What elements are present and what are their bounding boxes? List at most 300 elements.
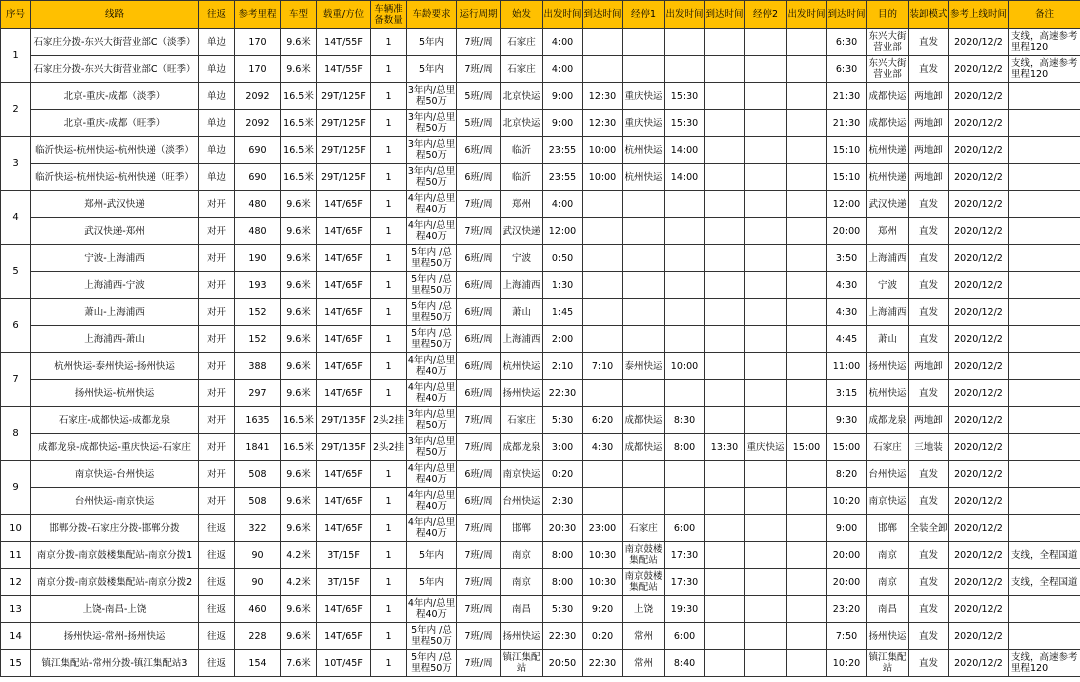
table-cell [745,623,787,650]
table-cell: 9.6米 [281,272,317,299]
table-cell: 直发 [909,650,949,677]
table-cell [665,488,705,515]
table-cell: 14T/65F [317,596,371,623]
table-cell [705,569,745,596]
table-cell: 直发 [909,569,949,596]
table-cell: 1 [371,596,407,623]
table-cell: 29T/125F [317,83,371,110]
table-cell: 6班/周 [457,461,501,488]
table-cell: 14T/55F [317,56,371,83]
table-cell: 1 [371,272,407,299]
column-header: 出发时间 [665,1,705,29]
table-cell: 1 [371,461,407,488]
column-header: 备注 [1009,1,1080,29]
table-cell [1009,245,1080,272]
table-cell: 镇江集配站 [501,650,543,677]
table-cell: 190 [235,245,281,272]
table-cell: 往返 [199,569,235,596]
table-cell [787,380,827,407]
table-cell: 2020/12/2 [949,191,1009,218]
route-cell: 杭州快运-泰州快运-扬州快运 [31,353,199,380]
table-cell: 2:10 [543,353,583,380]
table-cell: 对开 [199,299,235,326]
table-cell [705,326,745,353]
table-row [1,542,1080,569]
table-cell [787,488,827,515]
table-cell: 3年内/总里程50万 [407,434,457,461]
table-cell [583,488,623,515]
table-cell: 南京 [501,542,543,569]
table-cell: 单边 [199,164,235,191]
table-cell: 萧山 [501,299,543,326]
table-cell: 5年内 /总里程50万 [407,245,457,272]
table-cell: 1 [371,569,407,596]
table-cell [705,596,745,623]
table-cell: 19:30 [665,596,705,623]
table-cell: 临沂 [501,164,543,191]
table-cell [705,380,745,407]
table-cell: 2020/12/2 [949,515,1009,542]
table-cell [665,380,705,407]
table-cell [705,164,745,191]
table-cell: 15:30 [665,110,705,137]
table-cell: 2020/12/2 [949,623,1009,650]
table-cell: 4年内/总里程40万 [407,353,457,380]
table-cell: 成都快运 [867,110,909,137]
table-cell: 2020/12/2 [949,56,1009,83]
table-cell: 1841 [235,434,281,461]
table-cell: 支线，高速参考里程120 [1009,56,1080,83]
table-cell: 扬州快运 [501,380,543,407]
table-cell: 2020/12/2 [949,110,1009,137]
column-header: 参考上线时间 [949,1,1009,29]
table-cell: 7班/周 [457,56,501,83]
table-cell: 支线，全程国道 [1009,542,1080,569]
table-cell: 9.6米 [281,515,317,542]
table-cell: 14T/65F [317,515,371,542]
table-cell: 1 [371,623,407,650]
table-cell: 10:00 [665,353,705,380]
table-cell: 4.2米 [281,569,317,596]
table-cell [623,29,665,56]
table-cell: 4年内/总里程40万 [407,488,457,515]
table-cell: 南京快运 [867,488,909,515]
table-cell [623,380,665,407]
table-cell: 1 [371,488,407,515]
seq-cell: 12 [1,569,31,596]
table-cell: 对开 [199,245,235,272]
table-cell: 14:00 [665,137,705,164]
table-cell: 9:00 [543,110,583,137]
table-cell: 2头2挂 [371,407,407,434]
table-cell: 支线，高速参考里程120 [1009,650,1080,677]
route-cell: 宁波-上海浦西 [31,245,199,272]
table-row [1,299,1080,326]
seq-cell: 7 [1,353,31,407]
table-cell: 3T/15F [317,569,371,596]
table-cell: 14T/65F [317,218,371,245]
table-cell: 7班/周 [457,191,501,218]
table-cell [623,191,665,218]
table-cell [745,218,787,245]
table-row [1,56,1080,83]
table-cell: 14T/65F [317,272,371,299]
table-cell: 388 [235,353,281,380]
table-cell: 9.6米 [281,380,317,407]
seq-cell: 14 [1,623,31,650]
table-cell: 石家庄 [867,434,909,461]
table-cell: 2020/12/2 [949,137,1009,164]
table-cell: 南京 [867,569,909,596]
table-cell: 152 [235,326,281,353]
table-cell: 临沂 [501,137,543,164]
header-row [1,1,1080,29]
table-cell [705,515,745,542]
table-cell: 常州 [623,623,665,650]
table-cell: 690 [235,137,281,164]
table-cell: 14:00 [665,164,705,191]
table-cell [705,461,745,488]
table-cell: 7:10 [583,353,623,380]
table-cell: 4:00 [543,191,583,218]
table-cell: 6班/周 [457,137,501,164]
table-cell [1009,218,1080,245]
table-cell [665,461,705,488]
table-cell: 6:30 [827,56,867,83]
table-cell: 杭州快运 [623,164,665,191]
table-cell [1009,407,1080,434]
table-cell: 直发 [909,218,949,245]
table-cell: 东兴大街营业部 [867,56,909,83]
route-cell: 南京分拨-南京鼓楼集配站-南京分拨1 [31,542,199,569]
table-cell: 直发 [909,542,949,569]
table-cell: 10:20 [827,650,867,677]
column-header: 参考里程 [235,1,281,29]
table-cell: 17:30 [665,542,705,569]
table-cell: 0:20 [583,623,623,650]
table-cell: 20:30 [543,515,583,542]
table-cell [705,110,745,137]
table-cell: 对开 [199,407,235,434]
table-row [1,164,1080,191]
seq-cell: 13 [1,596,31,623]
table-cell: 两地卸 [909,407,949,434]
table-cell [745,245,787,272]
table-cell: 23:55 [543,164,583,191]
table-cell: 重庆快运 [745,434,787,461]
table-cell: 15:10 [827,137,867,164]
route-cell: 郑州-武汉快递 [31,191,199,218]
table-cell [787,56,827,83]
table-cell: 4年内/总里程40万 [407,596,457,623]
table-cell: 对开 [199,191,235,218]
table-cell: 杭州快递 [867,137,909,164]
table-cell: 14T/55F [317,29,371,56]
table-cell: 3:15 [827,380,867,407]
table-cell: 武汉快递 [867,191,909,218]
table-cell: 154 [235,650,281,677]
table-row [1,326,1080,353]
table-cell: 5:30 [543,407,583,434]
table-cell: 4:30 [827,272,867,299]
table-cell: 0:20 [543,461,583,488]
table-cell: 20:00 [827,218,867,245]
table-cell [745,191,787,218]
table-cell: 宁波 [501,245,543,272]
table-cell: 重庆快运 [623,83,665,110]
table-cell [583,299,623,326]
table-cell: 对开 [199,488,235,515]
route-cell: 武汉快递-郑州 [31,218,199,245]
table-cell: 单边 [199,137,235,164]
table-cell [787,83,827,110]
table-cell: 支线，高速参考里程120 [1009,29,1080,56]
table-cell: 14T/65F [317,299,371,326]
table-cell: 2020/12/2 [949,380,1009,407]
table-cell: 两地卸 [909,353,949,380]
table-row [1,83,1080,110]
table-cell: 7班/周 [457,569,501,596]
table-cell: 直发 [909,29,949,56]
table-cell: 1:30 [543,272,583,299]
table-cell [787,191,827,218]
table-cell [787,272,827,299]
table-cell: 9.6米 [281,596,317,623]
route-cell: 台州快运-南京快运 [31,488,199,515]
table-cell: 成都快运 [623,434,665,461]
table-cell: 对开 [199,218,235,245]
table-cell: 台州快运 [501,488,543,515]
table-cell [745,110,787,137]
table-row [1,137,1080,164]
route-cell: 萧山-上海浦西 [31,299,199,326]
table-cell: 9.6米 [281,299,317,326]
table-cell [745,380,787,407]
table-cell: 两地卸 [909,164,949,191]
table-cell: 石家庄 [501,29,543,56]
table-cell: 480 [235,218,281,245]
table-cell: 14T/65F [317,623,371,650]
route-cell: 镇江集配站-常州分拨-镇江集配站3 [31,650,199,677]
table-cell [705,353,745,380]
table-cell: 12:00 [827,191,867,218]
table-cell: 12:00 [543,218,583,245]
table-cell: 1 [371,137,407,164]
table-cell [1009,326,1080,353]
table-cell [583,461,623,488]
table-cell: 4.2米 [281,542,317,569]
table-cell [1009,623,1080,650]
table-cell: 2092 [235,83,281,110]
table-row [1,650,1080,677]
table-cell: 5年内 [407,29,457,56]
table-cell: 2020/12/2 [949,299,1009,326]
table-cell: 萧山 [867,326,909,353]
table-cell [1009,110,1080,137]
table-cell: 7班/周 [457,596,501,623]
table-cell: 14T/65F [317,461,371,488]
table-cell [705,29,745,56]
table-cell: 成都龙泉 [867,407,909,434]
table-cell [583,380,623,407]
seq-cell: 3 [1,137,31,191]
table-cell: 北京快运 [501,83,543,110]
table-cell [1009,461,1080,488]
table-cell: 直发 [909,488,949,515]
table-cell [787,515,827,542]
table-cell: 2020/12/2 [949,245,1009,272]
table-cell: 对开 [199,380,235,407]
column-header: 始发 [501,1,543,29]
table-cell: 2020/12/2 [949,29,1009,56]
table-cell: 杭州快运 [867,380,909,407]
table-cell: 10:00 [583,164,623,191]
route-cell: 成都龙泉-成都快运-重庆快运-石家庄 [31,434,199,461]
route-cell: 临沂快运-杭州快运-杭州快递（旺季） [31,164,199,191]
table-cell: 29T/125F [317,137,371,164]
table-cell: 2020/12/2 [949,218,1009,245]
table-cell: 1 [371,299,407,326]
table-cell: 镇江集配站 [867,650,909,677]
table-cell: 4年内/总里程40万 [407,380,457,407]
table-cell: 7班/周 [457,542,501,569]
table-row [1,488,1080,515]
table-cell [623,272,665,299]
table-cell [705,542,745,569]
table-cell: 5年内 /总里程50万 [407,299,457,326]
table-cell: 1 [371,650,407,677]
table-cell: 170 [235,56,281,83]
table-cell: 4:00 [543,56,583,83]
table-row [1,461,1080,488]
route-cell: 上海浦西-萧山 [31,326,199,353]
table-cell: 6:00 [665,623,705,650]
table-cell [745,299,787,326]
table-cell: 2020/12/2 [949,83,1009,110]
table-cell: 90 [235,542,281,569]
table-cell [745,326,787,353]
table-cell: 1 [371,83,407,110]
table-cell: 16.5米 [281,110,317,137]
table-cell [665,29,705,56]
table-cell: 2020/12/2 [949,542,1009,569]
table-cell: 郑州 [501,191,543,218]
table-cell [583,56,623,83]
table-cell: 15:00 [827,434,867,461]
table-cell: 往返 [199,542,235,569]
table-cell: 12:30 [583,83,623,110]
table-cell [745,569,787,596]
table-cell: 6班/周 [457,272,501,299]
table-cell: 8:40 [665,650,705,677]
table-cell [787,137,827,164]
table-cell: 9:30 [827,407,867,434]
seq-cell: 10 [1,515,31,542]
table-cell [745,542,787,569]
table-cell [787,218,827,245]
table-cell: 22:30 [543,623,583,650]
table-cell: 2020/12/2 [949,569,1009,596]
table-cell: 6:00 [665,515,705,542]
table-cell: 9.6米 [281,245,317,272]
column-header: 经停2 [745,1,787,29]
table-cell: 10:30 [583,569,623,596]
table-cell: 14T/65F [317,326,371,353]
table-cell: 扬州快运 [867,623,909,650]
table-cell: 1 [371,245,407,272]
route-cell: 石家庄-成都快运-成都龙泉 [31,407,199,434]
table-cell: 6班/周 [457,380,501,407]
table-cell: 6:30 [827,29,867,56]
table-cell: 南京 [867,542,909,569]
table-cell: 1635 [235,407,281,434]
table-cell: 对开 [199,461,235,488]
table-cell: 2020/12/2 [949,650,1009,677]
table-cell: 3年内/总里程50万 [407,137,457,164]
seq-cell: 6 [1,299,31,353]
table-cell: 23:00 [583,515,623,542]
table-cell [745,56,787,83]
table-cell [1009,515,1080,542]
table-cell: 单边 [199,83,235,110]
table-cell: 扬州快运 [867,353,909,380]
table-cell: 16.5米 [281,407,317,434]
table-cell: 三地装 [909,434,949,461]
table-cell: 16.5米 [281,137,317,164]
table-cell: 对开 [199,326,235,353]
table-cell: 3:00 [543,434,583,461]
table-cell: 1 [371,515,407,542]
table-cell: 两地卸 [909,110,949,137]
table-cell [745,272,787,299]
table-cell [623,218,665,245]
column-header: 到达时间 [705,1,745,29]
table-cell: 5年内 [407,542,457,569]
table-cell: 3T/15F [317,542,371,569]
table-cell: 成都快运 [867,83,909,110]
table-row [1,623,1080,650]
table-cell [705,623,745,650]
table-cell: 10:00 [583,137,623,164]
table-cell: 泰州快运 [623,353,665,380]
table-cell: 5年内 [407,569,457,596]
table-cell [787,461,827,488]
table-cell: 2020/12/2 [949,353,1009,380]
table-cell: 6班/周 [457,299,501,326]
route-cell: 北京-重庆-成都（淡季） [31,83,199,110]
table-cell: 15:30 [665,83,705,110]
table-cell [705,650,745,677]
table-cell: 0:50 [543,245,583,272]
table-cell: 29T/125F [317,110,371,137]
table-cell: 全装全卸 [909,515,949,542]
table-cell: 直发 [909,272,949,299]
table-cell: 12:30 [583,110,623,137]
table-cell: 10:20 [827,488,867,515]
table-cell [583,29,623,56]
seq-cell: 9 [1,461,31,515]
table-cell: 2020/12/2 [949,434,1009,461]
table-cell: 7班/周 [457,515,501,542]
table-cell: 5班/周 [457,110,501,137]
table-cell [745,461,787,488]
table-cell: 3年内/总里程50万 [407,83,457,110]
table-cell [583,272,623,299]
table-cell: 南昌 [867,596,909,623]
table-cell: 1 [371,164,407,191]
table-cell: 9.6米 [281,326,317,353]
table-cell: 常州 [623,650,665,677]
